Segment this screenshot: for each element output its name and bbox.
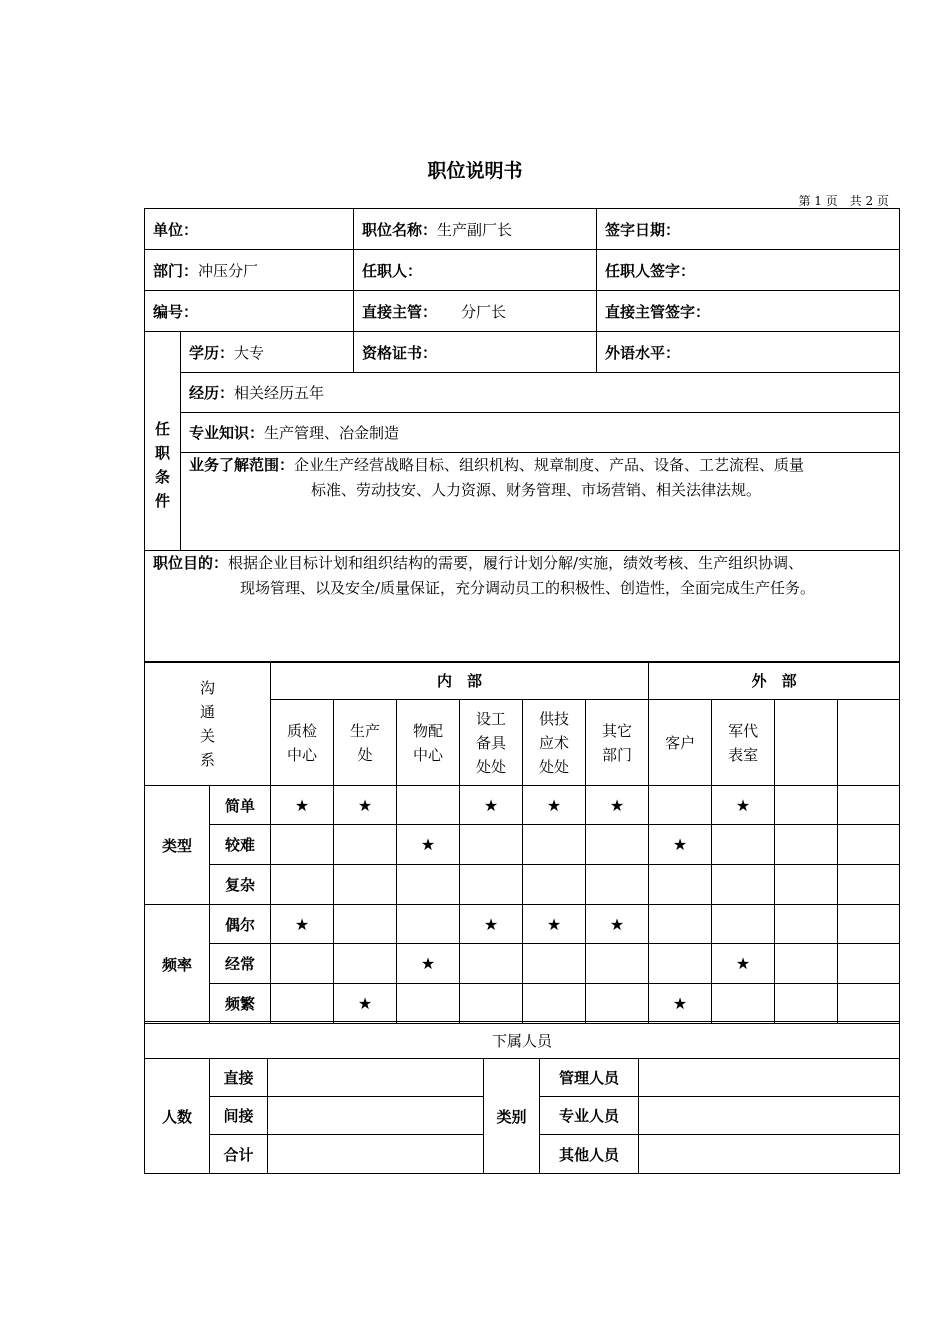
empty-cell [397, 984, 460, 1024]
star-mark: ★ [586, 786, 649, 825]
certificate-cell [354, 332, 597, 373]
star-mark: ★ [523, 905, 586, 944]
empty-cell [334, 944, 397, 984]
empty-cell [271, 984, 334, 1024]
empty-cell [586, 984, 649, 1024]
purpose-line2: 现场管理、以及安全/质量保证，充分调动员工的积极性、创造性，全面完成生产任务。 [240, 579, 816, 597]
comm-column-header [838, 700, 900, 786]
supervisor-cell [354, 291, 597, 332]
comm-column-header: 军代 表室 [712, 700, 775, 786]
empty-cell [271, 865, 334, 905]
scope-line1: 企业生产经营战略目标、组织机构、规章制度、产品、设备、工艺流程、质量 [294, 456, 805, 474]
language-label: 外语水平： [605, 343, 681, 362]
count-label: 人数 [145, 1059, 210, 1174]
comm-column-header: 其它 部门 [586, 700, 649, 786]
comm-column-header: 质检 中心 [271, 700, 334, 786]
empty-cell [775, 944, 838, 984]
direct-label: 直接 [210, 1059, 268, 1097]
empty-cell [649, 786, 712, 825]
scope-cell [181, 453, 900, 551]
star-mark: ★ [397, 944, 460, 984]
comm-group-label: 频率 [145, 905, 210, 1024]
comm-row [145, 825, 900, 865]
empty-cell [460, 865, 523, 905]
position-label: 职位名称： [362, 220, 438, 239]
empty-cell [649, 865, 712, 905]
comm-row-label: 频繁 [210, 984, 271, 1024]
page-indicator [786, 192, 889, 209]
empty-cell [775, 984, 838, 1024]
sign-date-label: 签字日期： [605, 220, 681, 239]
dept-value: 冲压分厂 [198, 261, 259, 280]
education-label: 学历： [189, 343, 235, 362]
indirect-value [268, 1097, 484, 1135]
supervisor-sign-label: 直接主管签字： [605, 302, 711, 321]
holder-cell [354, 250, 597, 291]
other-value [639, 1135, 900, 1174]
empty-cell [586, 825, 649, 865]
purpose-line1: 根据企业目标计划和组织结构的需要，履行计划分解/实施，绩效考核、生产组织协调、 [228, 554, 804, 572]
external-header: 外 部 [649, 662, 900, 700]
unit-cell [145, 209, 354, 250]
comm-column-header [775, 700, 838, 786]
info-table [144, 208, 900, 663]
empty-cell [838, 984, 900, 1024]
empty-cell [397, 865, 460, 905]
education-value: 大专 [234, 343, 265, 362]
empty-cell [271, 825, 334, 865]
comm-row-label: 经常 [210, 944, 271, 984]
supervisor-label: 直接主管： [362, 302, 438, 321]
empty-cell [523, 865, 586, 905]
document-title: 职位说明书 [427, 160, 523, 182]
comm-row [145, 984, 900, 1024]
empty-cell [523, 825, 586, 865]
empty-cell [586, 944, 649, 984]
knowledge-cell [181, 413, 900, 453]
supervisor-value: 分厂长 [461, 302, 507, 321]
experience-label: 经历： [189, 384, 235, 402]
comm-group-label: 类型 [145, 786, 210, 905]
empty-cell [775, 865, 838, 905]
empty-cell [523, 984, 586, 1024]
subordinates-title: 下属人员 [145, 1022, 900, 1059]
supervisor-sign-cell [597, 291, 900, 332]
star-mark: ★ [649, 825, 712, 865]
education-cell [181, 332, 354, 373]
empty-cell [838, 865, 900, 905]
indirect-label: 间接 [210, 1097, 268, 1135]
comm-row-label: 较难 [210, 825, 271, 865]
total-value [268, 1135, 484, 1174]
empty-cell [649, 944, 712, 984]
star-mark: ★ [712, 786, 775, 825]
id-cell [145, 291, 354, 332]
purpose-cell [145, 551, 900, 663]
empty-cell [271, 944, 334, 984]
empty-cell [523, 944, 586, 984]
empty-cell [838, 905, 900, 944]
page-total: 共 2 页 [849, 194, 889, 208]
language-cell [597, 332, 900, 373]
empty-cell [397, 786, 460, 825]
scope-line2: 标准、劳动技安、人力资源、财务管理、市场营销、相关法律法规。 [311, 481, 762, 499]
star-mark: ★ [397, 825, 460, 865]
star-mark: ★ [712, 944, 775, 984]
empty-cell [460, 825, 523, 865]
star-mark: ★ [334, 984, 397, 1024]
star-mark: ★ [460, 786, 523, 825]
holder-sign-label: 任职人签字： [605, 261, 696, 280]
communication-header: 沟 通 关 系 [145, 662, 271, 786]
holder-sign-cell [597, 250, 900, 291]
id-label: 编号： [153, 302, 199, 321]
comm-column-header: 生产 处 [334, 700, 397, 786]
star-mark: ★ [271, 905, 334, 944]
communication-table [144, 661, 900, 1024]
empty-cell [460, 984, 523, 1024]
empty-cell [838, 825, 900, 865]
empty-cell [586, 865, 649, 905]
internal-header: 内 部 [271, 662, 649, 700]
empty-cell [775, 786, 838, 825]
knowledge-value: 生产管理、冶金制造 [264, 424, 400, 442]
position-cell [354, 209, 597, 250]
comm-row-label: 复杂 [210, 865, 271, 905]
empty-cell [838, 786, 900, 825]
qualifications-section-label: 任 职 条 件 [145, 332, 181, 551]
empty-cell [712, 984, 775, 1024]
dept-label: 部门： [153, 261, 199, 280]
unit-label: 单位： [153, 220, 199, 239]
category-label: 类别 [484, 1059, 540, 1174]
star-mark: ★ [523, 786, 586, 825]
comm-row [145, 865, 900, 905]
comm-column-header: 设工 备具 处处 [460, 700, 523, 786]
purpose-label: 职位目的： [153, 554, 229, 572]
sign-date-cell [597, 209, 900, 250]
comm-row [145, 786, 900, 825]
comm-column-header: 客户 [649, 700, 712, 786]
empty-cell [334, 905, 397, 944]
empty-cell [712, 865, 775, 905]
empty-cell [649, 905, 712, 944]
experience-value: 相关经历五年 [234, 384, 325, 402]
comm-row [145, 905, 900, 944]
experience-cell [181, 373, 900, 413]
empty-cell [712, 905, 775, 944]
prof-value [639, 1097, 900, 1135]
knowledge-label: 专业知识： [189, 424, 265, 442]
empty-cell [775, 825, 838, 865]
total-label: 合计 [210, 1135, 268, 1174]
empty-cell [712, 825, 775, 865]
prof-label: 专业人员 [540, 1097, 639, 1135]
empty-cell [397, 905, 460, 944]
empty-cell [838, 944, 900, 984]
scope-label: 业务了解范围： [189, 456, 295, 474]
certificate-label: 资格证书： [362, 343, 438, 362]
comm-row-label: 偶尔 [210, 905, 271, 944]
holder-label: 任职人： [362, 261, 423, 280]
direct-value [268, 1059, 484, 1097]
star-mark: ★ [586, 905, 649, 944]
comm-row [145, 944, 900, 984]
subordinates-table [144, 1021, 900, 1174]
mgmt-value [639, 1059, 900, 1097]
empty-cell [334, 865, 397, 905]
dept-cell [145, 250, 354, 291]
comm-column-header: 供技 应术 处处 [523, 700, 586, 786]
star-mark: ★ [271, 786, 334, 825]
comm-row-label: 简单 [210, 786, 271, 825]
star-mark: ★ [460, 905, 523, 944]
star-mark: ★ [334, 786, 397, 825]
empty-cell [775, 905, 838, 944]
mgmt-label: 管理人员 [540, 1059, 639, 1097]
star-mark: ★ [649, 984, 712, 1024]
page-current: 第 1 页 [798, 194, 838, 208]
other-label: 其他人员 [540, 1135, 639, 1174]
position-value: 生产副厂长 [437, 220, 513, 239]
empty-cell [460, 944, 523, 984]
empty-cell [334, 825, 397, 865]
comm-column-header: 物配 中心 [397, 700, 460, 786]
